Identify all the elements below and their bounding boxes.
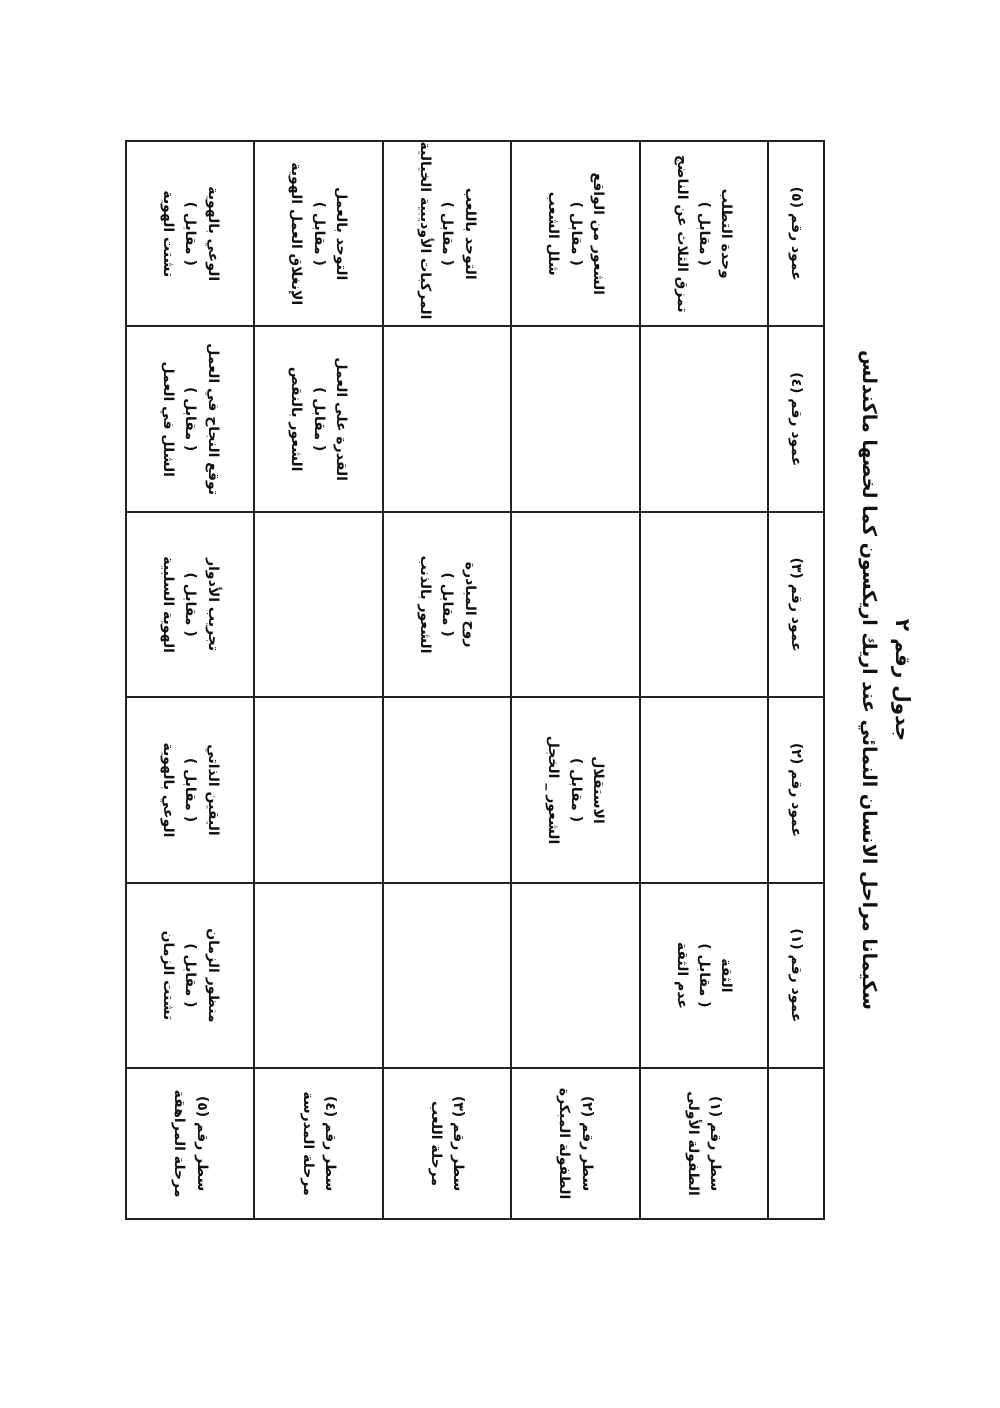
table-title: جدول رقم ٢ bbox=[891, 618, 915, 742]
cell-line: روح المبادرة bbox=[461, 561, 478, 648]
cell-line: الشعور بالذنب bbox=[416, 555, 433, 654]
row-stage: مرحلة المدرسة bbox=[299, 1091, 316, 1196]
cell-line: ( مقابل ) bbox=[696, 943, 712, 1008]
row-number: سطر رقم (١) bbox=[707, 1095, 724, 1192]
cell-line: الإنغلاق العمل الهوية bbox=[288, 162, 305, 306]
table-cell bbox=[511, 512, 639, 697]
table-cell bbox=[254, 512, 382, 697]
cell-line: ( مقابل ) bbox=[310, 201, 327, 266]
stages-table bbox=[125, 140, 825, 1220]
cell-line: ( مقابل ) bbox=[439, 201, 456, 266]
row-stage: الطفولة المبكرة bbox=[556, 1087, 573, 1200]
cell-line: ( مقابل ) bbox=[310, 387, 327, 452]
cell-line: الشعور _ الخجل bbox=[545, 735, 562, 845]
rotated-document bbox=[125, 140, 915, 1220]
row-stage: الطفولة الأولى bbox=[684, 1091, 701, 1196]
table-cell bbox=[126, 697, 254, 882]
column-header: عمود رقم (١) bbox=[768, 883, 824, 1068]
column-header: عمود رقم (٤) bbox=[768, 326, 824, 511]
cell-line: الشعور من الواقع bbox=[590, 172, 606, 295]
cell-line: ( مقابل ) bbox=[182, 201, 199, 266]
table-row bbox=[511, 141, 639, 1219]
cell-line: ( مقابل ) bbox=[567, 757, 584, 823]
cell-line: تمزق الثلاث عن الناضج bbox=[673, 154, 690, 313]
corner-cell bbox=[768, 1068, 824, 1219]
cell-line: المركبات الأوديبية الخيالية bbox=[416, 141, 433, 320]
cell-line: ( مقابل ) bbox=[182, 572, 199, 637]
table-cell bbox=[383, 326, 511, 511]
table-cell bbox=[254, 326, 382, 511]
row-label bbox=[511, 1068, 639, 1219]
row-number: سطر رقم (٣) bbox=[450, 1095, 467, 1192]
table-cell bbox=[126, 883, 254, 1068]
table-cell bbox=[126, 141, 254, 326]
row-label bbox=[254, 1068, 382, 1219]
cell-line: ( مقابل ) bbox=[696, 201, 712, 266]
column-header: عمود رقم (٣) bbox=[768, 512, 824, 697]
table-cell bbox=[383, 512, 511, 697]
cell-line: ( مقابل ) bbox=[567, 201, 584, 266]
cell-line: عدم الثقة bbox=[673, 941, 690, 1009]
table-cell bbox=[511, 697, 639, 882]
cell-line: ( مقابل ) bbox=[182, 943, 199, 1008]
table-cell bbox=[254, 697, 382, 882]
cell-line: تشتت الزمان bbox=[160, 930, 177, 1021]
cell-line: القدرة على العمل bbox=[333, 357, 350, 481]
table-cell bbox=[640, 141, 768, 326]
row-number: سطر رقم (٥) bbox=[193, 1095, 210, 1192]
cell-line: تشتت الهوية bbox=[160, 190, 177, 278]
cell-line: تجريب الأدوار bbox=[204, 558, 221, 652]
row-number: سطر رقم (٢) bbox=[578, 1095, 595, 1192]
table-cell bbox=[254, 141, 382, 326]
table-row bbox=[254, 141, 382, 1219]
column-header: عمود رقم (٥) bbox=[768, 141, 824, 326]
cell-line: شلل الشعب bbox=[545, 191, 562, 276]
header-row bbox=[768, 141, 824, 1219]
table-cell bbox=[126, 326, 254, 511]
table-row bbox=[383, 141, 511, 1219]
table-subtitle: سكيمانا مراحل الانسان النمائي عند اريك اريكسون كما لخصها ماكندلس bbox=[858, 350, 880, 1010]
row-number: سطر رقم (٤) bbox=[322, 1095, 339, 1192]
cell-line: توقع النجاح في العمل bbox=[204, 343, 221, 496]
table-cell bbox=[383, 697, 511, 882]
cell-line: ( مقابل ) bbox=[439, 572, 456, 637]
table-cell bbox=[511, 883, 639, 1068]
cell-line: اليقين الذاتي bbox=[204, 744, 221, 836]
table-row bbox=[640, 141, 768, 1219]
cell-line: ( مقابل ) bbox=[182, 387, 199, 452]
row-label bbox=[640, 1068, 768, 1219]
row-stage: مرحلة اللعب bbox=[428, 1101, 445, 1187]
cell-line: منظور الزمان bbox=[204, 928, 221, 1023]
cell-line: الهوية السلبية bbox=[160, 556, 177, 653]
cell-line: الثقة bbox=[718, 958, 735, 993]
cell-line: الشعور بالنقص bbox=[288, 366, 305, 472]
table-cell bbox=[126, 512, 254, 697]
table-cell bbox=[511, 141, 639, 326]
cell-line: التوحد باللعب bbox=[461, 187, 478, 280]
table-row bbox=[126, 141, 254, 1219]
cell-line: الوعي بالهوية bbox=[160, 742, 177, 838]
table-cell bbox=[511, 326, 639, 511]
table-cell bbox=[383, 883, 511, 1068]
table-cell bbox=[640, 512, 768, 697]
cell-line: ( مقابل ) bbox=[182, 757, 199, 823]
table-cell bbox=[640, 326, 768, 511]
cell-line: الوعي بالهوية bbox=[204, 186, 221, 282]
cell-line: الشلل في العمل bbox=[160, 361, 177, 477]
cell-line: التوحد بالعمل bbox=[333, 187, 350, 281]
row-label bbox=[383, 1068, 511, 1219]
table-cell bbox=[383, 141, 511, 326]
cell-line: وحدة التطلب bbox=[718, 188, 735, 279]
cell-line: الاستقلال bbox=[590, 756, 606, 824]
row-stage: مرحلة المراهقة bbox=[171, 1089, 188, 1198]
table-cell bbox=[640, 697, 768, 882]
column-header: عمود رقم (٢) bbox=[768, 697, 824, 882]
table-cell bbox=[254, 883, 382, 1068]
row-label bbox=[126, 1068, 254, 1219]
table-cell bbox=[640, 883, 768, 1068]
